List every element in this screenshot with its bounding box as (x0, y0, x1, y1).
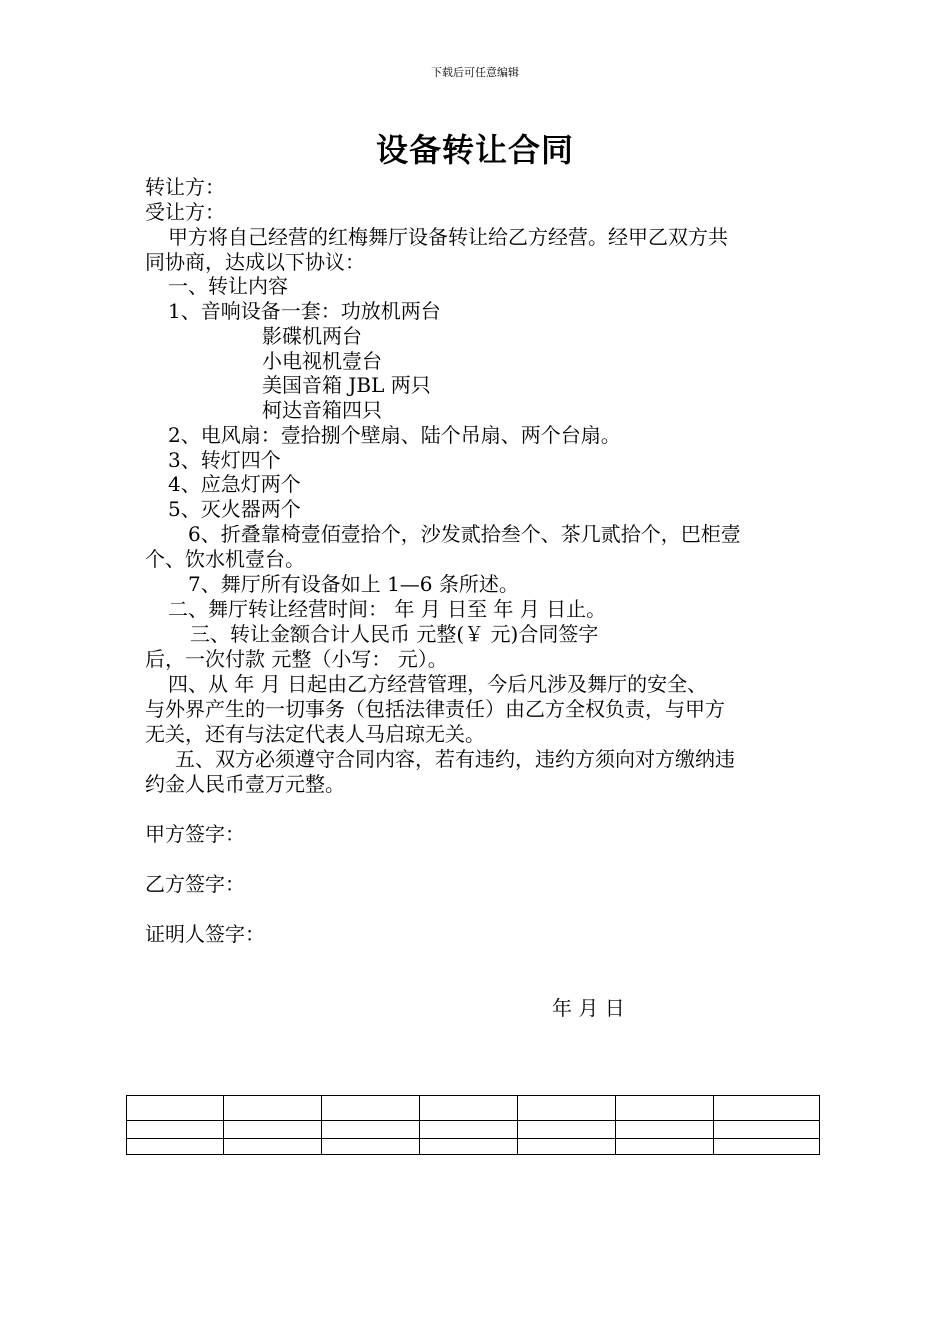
footer-table-cell (322, 1138, 420, 1154)
footer-table-cell (322, 1121, 420, 1138)
witness-signature-label: 证明人签字： (145, 922, 265, 946)
footer-table-cell (224, 1138, 322, 1154)
intro-paragraph-line: 甲方将自己经营的红梅舞厅设备转让给乙方经营。经甲乙双方共 (168, 225, 728, 249)
transferor-label: 转让方： (145, 175, 225, 199)
footer-table (126, 1095, 820, 1155)
item-fire-extinguishers: 5、灭火器两个 (168, 497, 301, 521)
footer-table-cell (616, 1096, 714, 1121)
section-three-line: 三、转让金额合计人民币 元整(￥ 元)合同签字 (190, 622, 599, 646)
footer-table-cell (518, 1138, 616, 1154)
section-four-line: 四、从 年 月 日起由乙方经营管理，今后凡涉及舞厅的安全、 (168, 672, 708, 696)
item-audio-sub: 柯达音箱四只 (262, 398, 382, 422)
footer-table-cell (616, 1138, 714, 1154)
section-five-line: 五、双方必须遵守合同内容，若有违约，违约方须向对方缴纳违 (175, 747, 735, 771)
footer-table-cell (127, 1138, 224, 1154)
footer-table-cell (518, 1121, 616, 1138)
item-electric-fans: 2、电风扇：壹拾捌个壁扇、陆个吊扇、两个台扇。 (168, 423, 621, 447)
section-five-line: 约金人民币壹万元整。 (145, 772, 345, 796)
item-audio-equipment: 1、音响设备一套：功放机两台 (168, 299, 441, 323)
item-audio-sub: 美国音箱 JBL 两只 (262, 373, 431, 397)
document-title: 设备转让合同 (375, 131, 574, 169)
footer-table-cell (616, 1121, 714, 1138)
intro-paragraph-line: 同协商，达成以下协议： (145, 250, 365, 274)
item-audio-sub: 小电视机壹台 (262, 349, 382, 373)
footer-table-cell (127, 1121, 224, 1138)
footer-table-row (127, 1096, 820, 1121)
section-two-term: 二、舞厅转让经营时间： 年 月 日至 年 月 日止。 (168, 597, 607, 621)
party-a-signature-label: 甲方签字： (145, 822, 245, 846)
section-one-heading: 一、转让内容 (168, 274, 288, 298)
party-b-signature-label: 乙方签字： (145, 872, 245, 896)
footer-table-cell (420, 1121, 518, 1138)
footer-table-cell (224, 1121, 322, 1138)
footer-table-cell (420, 1096, 518, 1121)
footer-table-row (127, 1121, 820, 1138)
footer-table-row (127, 1138, 820, 1154)
footer-table-cell (518, 1096, 616, 1121)
section-three-line: 后，一次付款 元整（小写： 元）。 (145, 647, 448, 671)
section-four-line: 与外界产生的一切事务（包括法律责任）由乙方全权负责，与甲方 (145, 697, 725, 721)
item-audio-sub: 影碟机两台 (262, 324, 362, 348)
footer-table-cell (224, 1096, 322, 1121)
footer-table-cell (420, 1138, 518, 1154)
footer-table-cell (714, 1096, 820, 1121)
footer-table-cell (714, 1121, 820, 1138)
header-note: 下载后可任意编辑 (431, 66, 519, 79)
footer-table-cell (127, 1096, 224, 1121)
item-furniture-line: 6、折叠靠椅壹佰壹拾个，沙发贰拾叁个、茶几贰拾个，巴柜壹 (188, 522, 741, 546)
footer-table-cell (322, 1096, 420, 1121)
item-emergency-lights: 4、应急灯两个 (168, 472, 301, 496)
section-four-line: 无关，还有与法定代表人马启琼无关。 (145, 722, 485, 746)
item-all-equipment: 7、舞厅所有设备如上 1—6 条所述。 (188, 572, 519, 596)
item-rotating-lights: 3、转灯四个 (168, 448, 281, 472)
footer-table-cell (714, 1138, 820, 1154)
transferee-label: 受让方： (145, 200, 225, 224)
signing-date: 年 月 日 (552, 996, 625, 1020)
item-furniture-line: 个、饮水机壹台。 (145, 547, 305, 571)
